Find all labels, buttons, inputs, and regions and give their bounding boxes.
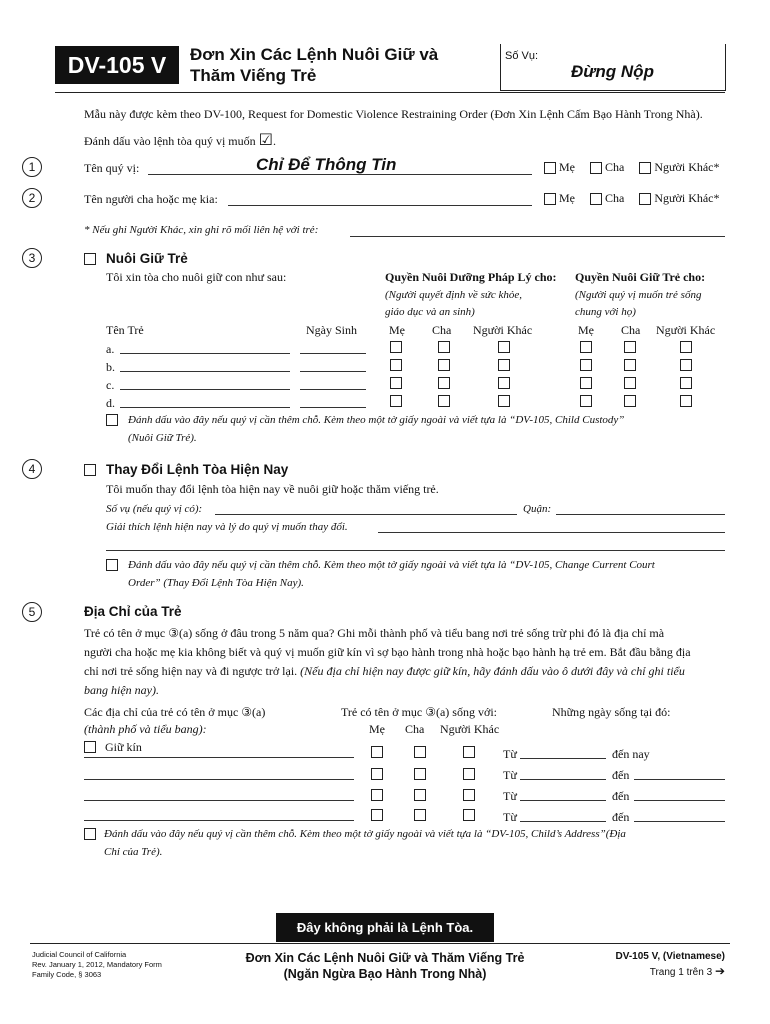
form-title [190, 44, 438, 86]
s4-title-row [84, 461, 288, 479]
address-row-3[interactable] [84, 800, 354, 801]
address-row-2-to-field[interactable] [634, 779, 725, 780]
child-row-a-label: a. [106, 342, 115, 356]
legal-custody-sub2: giáo dục và an sinh) [385, 306, 475, 318]
address-row-2-from: Từ [503, 768, 517, 782]
s5-col2-head: Trẻ có tên ở mục ③(a) sống với: [341, 705, 497, 719]
phys-other-checkbox[interactable] [680, 377, 692, 389]
footer-left [32, 950, 162, 980]
legal-mother-checkbox[interactable] [390, 359, 402, 371]
s4-checkbox[interactable] [84, 464, 96, 476]
phys-mother-checkbox[interactable] [580, 359, 592, 371]
s5-more-space-checkbox[interactable] [84, 828, 96, 840]
s4-explain-field-2[interactable] [106, 550, 725, 551]
case-number-box[interactable] [500, 44, 726, 91]
form-code: DV-105 V [67, 52, 167, 78]
legal-mother-checkbox[interactable] [390, 341, 402, 353]
s1-father-checkbox[interactable] [590, 162, 602, 174]
legal-other-checkbox[interactable] [498, 377, 510, 389]
address-row-3-to: đến [612, 789, 630, 803]
address-row-2-from-field[interactable] [520, 779, 606, 780]
lives-with-other-checkbox[interactable] [463, 746, 475, 758]
s4-county-label: Quận: [523, 503, 552, 515]
legal-other-checkbox[interactable] [498, 395, 510, 407]
keep-private-checkbox[interactable] [84, 741, 96, 753]
address-row-4-from: Từ [503, 810, 517, 824]
lives-with-father-checkbox[interactable] [414, 809, 426, 821]
phys-father-checkbox[interactable] [624, 395, 636, 407]
address-row-3-from: Từ [503, 789, 517, 803]
other-parent-field[interactable] [228, 205, 532, 206]
s4-more-space-checkbox[interactable] [106, 559, 118, 571]
legal-col-mother: Mẹ [389, 323, 405, 337]
phys-col-other: Người Khác [656, 323, 716, 337]
phys-other-checkbox[interactable] [680, 359, 692, 371]
address-row-2-to: đến [612, 768, 630, 782]
s5-p1: Trẻ có tên ở mục ③(a) sống ở đâu trong 5 năm qua? Ghi mỗi thành phố và tiểu bang nơi trẻ sống trừ phi đó là địa chỉ mà [84, 626, 665, 640]
address-row-1-to: đến nay [612, 747, 650, 761]
footer-code: Family Code, § 3063 [32, 970, 102, 979]
other-relationship-note: * Nếu ghi Người Khác, xin ghi rõ mối liên hệ với trẻ: [84, 224, 319, 236]
address-row-2[interactable] [84, 779, 354, 780]
lives-with-other-checkbox[interactable] [463, 768, 475, 780]
legal-other-checkbox[interactable] [498, 341, 510, 353]
s2-father-checkbox[interactable] [590, 193, 602, 205]
not-a-court-order-banner: Đây không phải là Lệnh Tòa. [276, 913, 494, 942]
footer-center [200, 950, 570, 982]
s3-more-space-line2: (Nuôi Giữ Trẻ). [128, 432, 197, 444]
footer-right [580, 950, 725, 980]
child-row-b-dob[interactable] [300, 371, 366, 372]
child-row-b-name[interactable] [120, 371, 290, 372]
col-child-name: Tên Trẻ [106, 323, 144, 337]
phys-father-checkbox[interactable] [624, 341, 636, 353]
legal-father-checkbox[interactable] [438, 341, 450, 353]
address-row-1[interactable] [84, 757, 354, 758]
phys-other-checkbox[interactable] [680, 395, 692, 407]
address-row-1-from-field[interactable] [520, 758, 606, 759]
address-row-1-from: Từ [503, 747, 517, 761]
legal-father-checkbox[interactable] [438, 377, 450, 389]
section-3-number: 3 [22, 248, 42, 268]
s3-more-space-line1: Đánh dấu vào đây nếu quý vị cần thêm chỗ. Kèm theo một tờ giấy ngoài và viết tựa là “DV-105, Child Custody” [128, 414, 625, 426]
form-title-line1: Đơn Xin Các Lệnh Nuôi Giữ và [190, 45, 439, 64]
your-name-label: Tên quý vị: [84, 161, 140, 175]
phys-mother-checkbox[interactable] [580, 395, 592, 407]
check-icon: ☑ [258, 130, 273, 149]
legal-mother-checkbox[interactable] [390, 377, 402, 389]
footer-title: Đơn Xin Các Lệnh Nuôi Giữ và Thăm Viếng Trẻ [245, 951, 525, 965]
address-row-4-from-field[interactable] [520, 821, 606, 822]
section-4-number: 4 [22, 459, 42, 479]
s4-case-field[interactable] [215, 514, 517, 515]
s4-case-label: Số vụ (nếu quý vị có): [106, 503, 203, 515]
s3-checkbox[interactable] [84, 253, 96, 265]
s5-title: Địa Chỉ của Trẻ [84, 604, 182, 619]
case-number-label: Số Vụ: [505, 50, 539, 62]
lives-with-other-checkbox[interactable] [463, 789, 475, 801]
section-1-number: 1 [22, 157, 42, 177]
s5-col1-head-b: (thành phố và tiểu bang): [84, 722, 207, 736]
s1-mother-checkbox[interactable] [544, 162, 556, 174]
lives-with-other-checkbox[interactable] [463, 809, 475, 821]
s4-explain-label: Giải thích lệnh hiện nay và lý do quý vị muốn thay đổi. [106, 521, 348, 533]
phys-col-mother: Mẹ [578, 323, 594, 337]
s2-mother-checkbox[interactable] [544, 193, 556, 205]
lives-with-mother-checkbox[interactable] [371, 768, 383, 780]
legal-other-checkbox[interactable] [498, 359, 510, 371]
s5-more-space-line2: Chỉ của Trẻ). [104, 846, 163, 858]
s5-p3: chỉ nơi trẻ sống hiện nay và đi ngược trở lại. (Nếu địa chỉ hiện nay được giữ kín, hãy đánh dấu vào ô dưới đây và chỉ ghi tiểu [84, 664, 685, 678]
s4-title: Thay Đổi Lệnh Tòa Hiện Nay [106, 462, 289, 477]
section-2-number: 2 [22, 188, 42, 208]
intro-line2: Đánh dấu vào lệnh tòa quý vị muốn ☑. [84, 130, 276, 149]
child-row-c-name[interactable] [120, 389, 290, 390]
footer-council: Judicial Council of California [32, 950, 127, 959]
child-row-d-label: d. [106, 396, 115, 410]
form-title-line2: Thăm Viếng Trẻ [190, 66, 317, 85]
other-relationship-field[interactable] [350, 236, 725, 237]
lives-with-mother-checkbox[interactable] [371, 746, 383, 758]
child-row-d-name[interactable] [120, 407, 290, 408]
physical-custody-sub1: (Người quý vị muốn trẻ sống [575, 289, 702, 301]
phys-col-father: Cha [621, 323, 641, 337]
child-row-d-dob[interactable] [300, 407, 366, 408]
s3-title-row [84, 250, 188, 268]
s1-relations: Mẹ Cha Người Khác* [544, 160, 720, 175]
s5-col1-head-a: Các địa chỉ của trẻ có tên ở mục ③(a) [84, 705, 266, 719]
phys-father-checkbox[interactable] [624, 359, 636, 371]
s2-other-checkbox[interactable] [639, 193, 651, 205]
lives-with-mother-checkbox[interactable] [371, 789, 383, 801]
s4-county-field[interactable] [556, 514, 725, 515]
s3-title: Nuôi Giữ Trẻ [106, 251, 188, 266]
s5-p2: người cha hoặc mẹ kia không biết và quý vị muốn giữ kín vì sợ bạo hành trong nhà hoặc bạo hành hạ trẻ em. Bắt đầu bằng địa [84, 645, 691, 659]
s4-line1: Tôi muốn thay đổi lệnh tòa hiện nay về nuôi giữ hoặc thăm viếng trẻ. [106, 482, 439, 496]
s2-relations: Mẹ Cha Người Khác* [544, 191, 720, 206]
form-code-box [55, 46, 179, 84]
legal-father-checkbox[interactable] [438, 359, 450, 371]
legal-custody-sub1: (Người quyết định về sức khỏe, [385, 289, 522, 301]
next-page-arrow-icon[interactable]: ➔ [714, 964, 725, 978]
header-rule [55, 92, 725, 93]
address-row-3-to-field[interactable] [634, 800, 725, 801]
child-row-c-dob[interactable] [300, 389, 366, 390]
footer-page: Trang 1 trên 3 ➔ [649, 964, 725, 978]
other-parent-label: Tên người cha hoặc mẹ kia: [84, 192, 218, 206]
footer-form-id: DV-105 V, (Vietnamese) [615, 951, 725, 962]
footer-subtitle: (Ngăn Ngừa Bạo Hành Trong Nhà) [283, 967, 487, 981]
s4-more-space-line1: Đánh dấu vào đây nếu quý vị cần thêm chỗ. Kèm theo một tờ giấy ngoài và viết tựa là “DV-105, Change Current Court [128, 559, 655, 571]
address-row-3-from-field[interactable] [520, 800, 606, 801]
s3-more-space-checkbox[interactable] [106, 414, 118, 426]
lives-with-father-checkbox[interactable] [414, 746, 426, 758]
s3-request: Tôi xin tòa cho nuôi giữ con như sau: [106, 270, 287, 284]
phys-mother-checkbox[interactable] [580, 341, 592, 353]
intro-line1: Mẫu này được kèm theo DV-100, Request for Domestic Violence Restraining Order (Đơn Xin Lệnh Cấm Bạo Hành Trong Nhà). [84, 107, 703, 121]
lives-with-mother-checkbox[interactable] [371, 809, 383, 821]
legal-mother-checkbox[interactable] [390, 395, 402, 407]
phys-other-checkbox[interactable] [680, 341, 692, 353]
section-5-number: 5 [22, 602, 42, 622]
footer-revision: Rev. January 1, 2012, Mandatory Form [32, 960, 162, 969]
col-birth-date: Ngày Sinh [306, 323, 357, 337]
child-row-a-name[interactable] [120, 353, 290, 354]
child-row-c-label: c. [106, 378, 115, 392]
lives-with-father-checkbox[interactable] [414, 789, 426, 801]
legal-col-other: Người Khác [473, 323, 533, 337]
address-row-4-to-field[interactable] [634, 821, 725, 822]
child-row-b-label: b. [106, 360, 115, 374]
physical-custody-head: Quyền Nuôi Giữ Trẻ cho: [575, 270, 706, 284]
legal-father-checkbox[interactable] [438, 395, 450, 407]
address-row-4-to: đến [612, 810, 630, 824]
s5-col-mother: Mẹ [369, 722, 385, 736]
address-row-4[interactable] [84, 820, 354, 821]
lives-with-father-checkbox[interactable] [414, 768, 426, 780]
physical-custody-sub2: chung với họ) [575, 306, 636, 318]
s5-p4: bang hiện nay). [84, 683, 159, 697]
phys-mother-checkbox[interactable] [580, 377, 592, 389]
legal-custody-head: Quyền Nuôi Dưỡng Pháp Lý cho: [385, 270, 557, 284]
s5-col3-head: Những ngày sống tại đó: [552, 705, 671, 719]
child-row-a-dob[interactable] [300, 353, 366, 354]
s4-more-space-line2: Order” (Thay Đổi Lệnh Tòa Hiện Nay). [128, 577, 304, 589]
legal-col-father: Cha [432, 323, 452, 337]
keep-private-label: Giữ kín [105, 740, 142, 754]
do-not-file: Đừng Nộp [571, 62, 654, 81]
s5-col-other: Người Khác [440, 722, 500, 736]
footer-rule [30, 943, 730, 944]
s5-more-space-line1: Đánh dấu vào đây nếu quý vị cần thêm chỗ. Kèm theo một tờ giấy ngoài và viết tựa là “DV-105, Child’s Address”(Địa [104, 828, 626, 840]
s1-other-checkbox[interactable] [639, 162, 651, 174]
phys-father-checkbox[interactable] [624, 377, 636, 389]
s5-col-father: Cha [405, 722, 425, 736]
s4-explain-field[interactable] [378, 532, 725, 533]
your-name-value: Chỉ Để Thông Tin [256, 155, 397, 174]
